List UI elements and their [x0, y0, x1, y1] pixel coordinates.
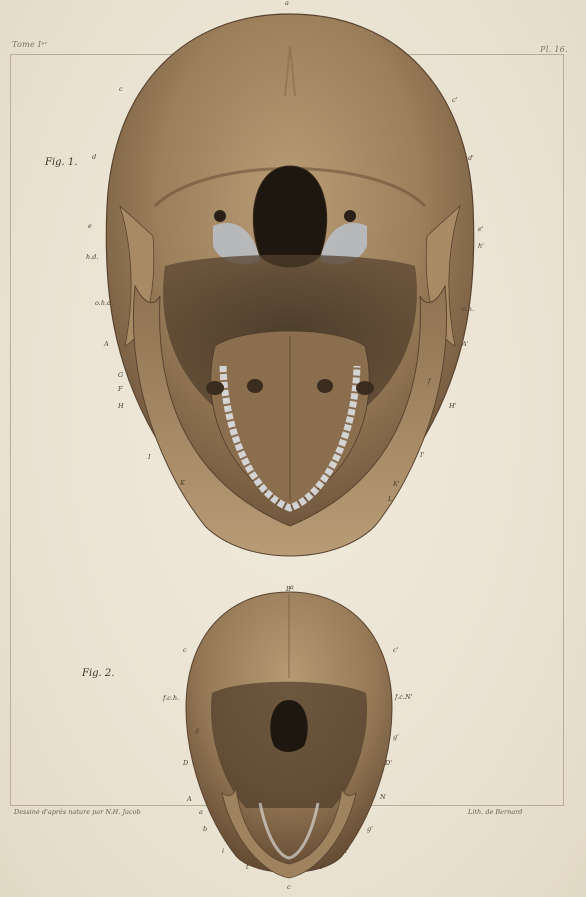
fig1-label-F: F [118, 385, 123, 393]
fig1-label-G: G [118, 371, 124, 379]
fig1-label-I: I [148, 453, 151, 461]
fig2-label-g-prime: g' [393, 733, 399, 741]
fig2-label-A: A [187, 795, 192, 803]
fig2-label-g: g [195, 726, 200, 734]
fig1-label-A: A [104, 340, 109, 348]
fig2-label-t-prime: t' [320, 863, 325, 871]
volume-label: Tome Iᵉʳ [12, 40, 48, 49]
fig1-label-L: L [388, 495, 393, 503]
artist-credit: Dessiné d'après nature par N.H. Jacob [14, 808, 141, 816]
fig1-label-e-prime: e' [478, 225, 484, 233]
fig1-label-d: d [92, 153, 97, 161]
fig1-label-e: e [88, 222, 92, 230]
fig1-label-A-prime: A' [462, 340, 469, 348]
fig1-label-bottom: B [286, 585, 291, 593]
fig2-label-ich: f.c.h. [163, 694, 180, 702]
fig2-skull-illustration [182, 585, 399, 888]
fig1-label-d-prime: d' [468, 154, 474, 162]
fig1-label-c: c [119, 85, 123, 93]
fig1-skull-illustration [95, 6, 485, 576]
fig2-label-ich-prime: f.c.N' [395, 693, 413, 701]
fig1-label-K-prime: K' [393, 480, 400, 488]
fig1-label-ohd: o.h.d. [95, 299, 114, 307]
fig1-label-top: a [285, 0, 289, 7]
fig2-label-D: D [183, 759, 189, 767]
fig1-label-hd: h.d. [86, 253, 99, 261]
fig1-label-H: H [118, 402, 124, 410]
fig2-label-bottom: c [287, 883, 291, 891]
fig2-label-i: i [222, 847, 225, 855]
fig1-label-K: K [180, 479, 185, 487]
figure-1-label: Fig. 1. [45, 157, 78, 168]
fig1-label-c-prime: c' [452, 96, 458, 104]
fig1-label-ohg: o.h. [462, 305, 475, 313]
plate-number: Pl. 16. [540, 45, 568, 54]
fig2-label-top: a [290, 583, 294, 591]
fig2-label-c: c [183, 646, 187, 654]
fig1-label-I-prime: I' [420, 451, 425, 459]
fig2-label-c-prime: c' [393, 646, 399, 654]
fig2-label-t: t [246, 863, 249, 871]
fig2-label-a2: a [199, 808, 203, 816]
fig1-label-hd-prime: h' [478, 242, 484, 250]
fig2-label-i-prime: i' [345, 847, 349, 855]
fig2-label-b-prime: g' [367, 825, 373, 833]
lithographer-credit: Lith. de Bernard [468, 808, 523, 816]
fig2-label-b: b [203, 825, 208, 833]
fig1-label-f: f [428, 377, 431, 385]
figure-2-label: Fig. 2. [82, 668, 115, 679]
fig1-label-H-prime: H' [449, 402, 457, 410]
fig2-label-D-prime: D' [385, 759, 392, 767]
fig2-label-A-prime: N [380, 793, 386, 801]
